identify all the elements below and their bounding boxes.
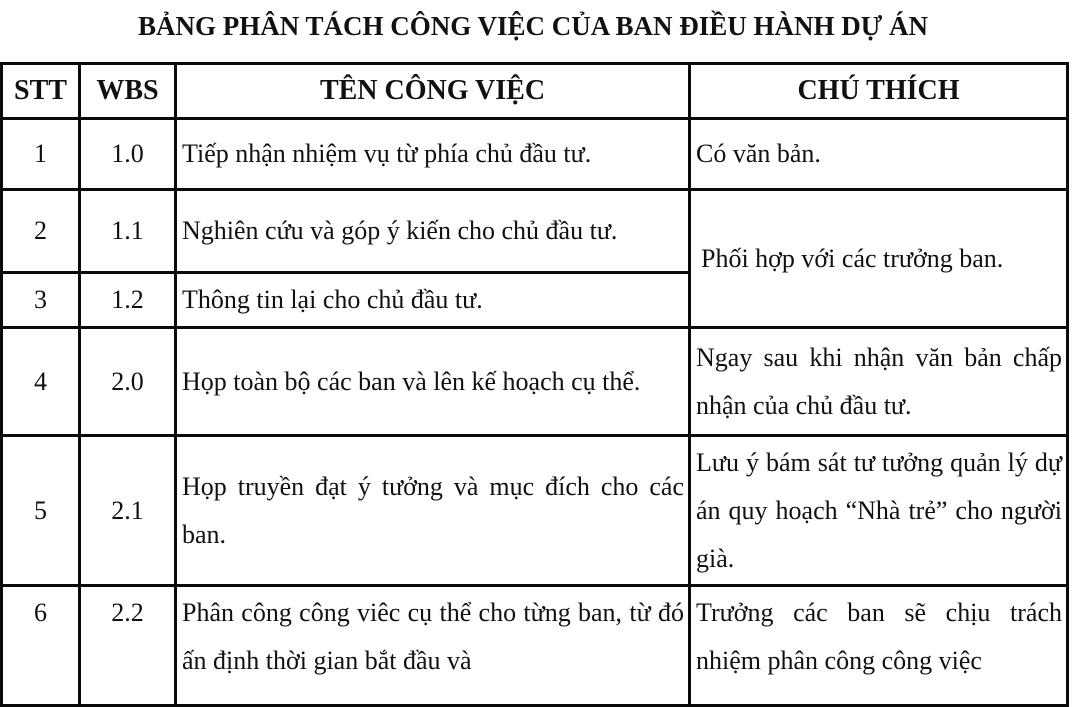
work-breakdown-table bbox=[0, 62, 1069, 707]
header-task-name: TÊN CÔNG VIỆC bbox=[176, 64, 690, 119]
header-note: CHÚ THÍCH bbox=[690, 64, 1068, 119]
table-row bbox=[2, 119, 1068, 190]
cell-note: Ngay sau khi nhận văn bản chấp nhận của chủ đầu tư. bbox=[690, 328, 1068, 436]
cell-stt: 2 bbox=[2, 190, 80, 273]
document-title: BẢNG PHÂN TÁCH CÔNG VIỆC CỦA BAN ĐIỀU HÀNH DỰ ÁN bbox=[137, 11, 929, 41]
cell-task-name: Tiếp nhận nhiệm vụ từ phía chủ đầu tư. bbox=[176, 119, 690, 190]
cell-task-name: Phân công công viêc cụ thể cho từng ban, từ đó ấn định thời gian bắt đầu và bbox=[176, 586, 690, 706]
cell-wbs: 1.0 bbox=[80, 119, 176, 190]
cell-note: Trưởng các ban sẽ chịu trách nhiệm phân công công việc bbox=[690, 586, 1068, 706]
header-stt: STT bbox=[2, 64, 80, 119]
cell-wbs: 2.1 bbox=[80, 436, 176, 586]
table-header-row bbox=[2, 64, 1068, 119]
cell-task-name: Nghiên cứu và góp ý kiến cho chủ đầu tư. bbox=[176, 190, 690, 273]
cell-stt: 5 bbox=[2, 436, 80, 586]
cell-note-merged: Phối hợp với các trưởng ban. bbox=[690, 190, 1068, 328]
cell-wbs: 1.1 bbox=[80, 190, 176, 273]
table-row bbox=[2, 586, 1068, 706]
table-row bbox=[2, 436, 1068, 586]
cell-stt: 6 bbox=[2, 586, 80, 706]
cell-stt: 3 bbox=[2, 273, 80, 328]
cell-note: Lưu ý bám sát tư tưởng quản lý dự án quy hoạch “Nhà trẻ” cho người già. bbox=[690, 436, 1068, 586]
cell-task-name: Họp toàn bộ các ban và lên kế hoạch cụ thể. bbox=[176, 328, 690, 436]
cell-wbs: 1.2 bbox=[80, 273, 176, 328]
table-row bbox=[2, 190, 1068, 273]
header-wbs: WBS bbox=[80, 64, 176, 119]
cell-note: Có văn bản. bbox=[690, 119, 1068, 190]
cell-task-name: Thông tin lại cho chủ đầu tư. bbox=[176, 273, 690, 328]
cell-stt: 4 bbox=[2, 328, 80, 436]
cell-wbs: 2.0 bbox=[80, 328, 176, 436]
cell-task-name: Họp truyền đạt ý tưởng và mục đích cho các ban. bbox=[176, 436, 690, 586]
cell-wbs: 2.2 bbox=[80, 586, 176, 706]
cell-stt: 1 bbox=[2, 119, 80, 190]
table-row bbox=[2, 328, 1068, 436]
